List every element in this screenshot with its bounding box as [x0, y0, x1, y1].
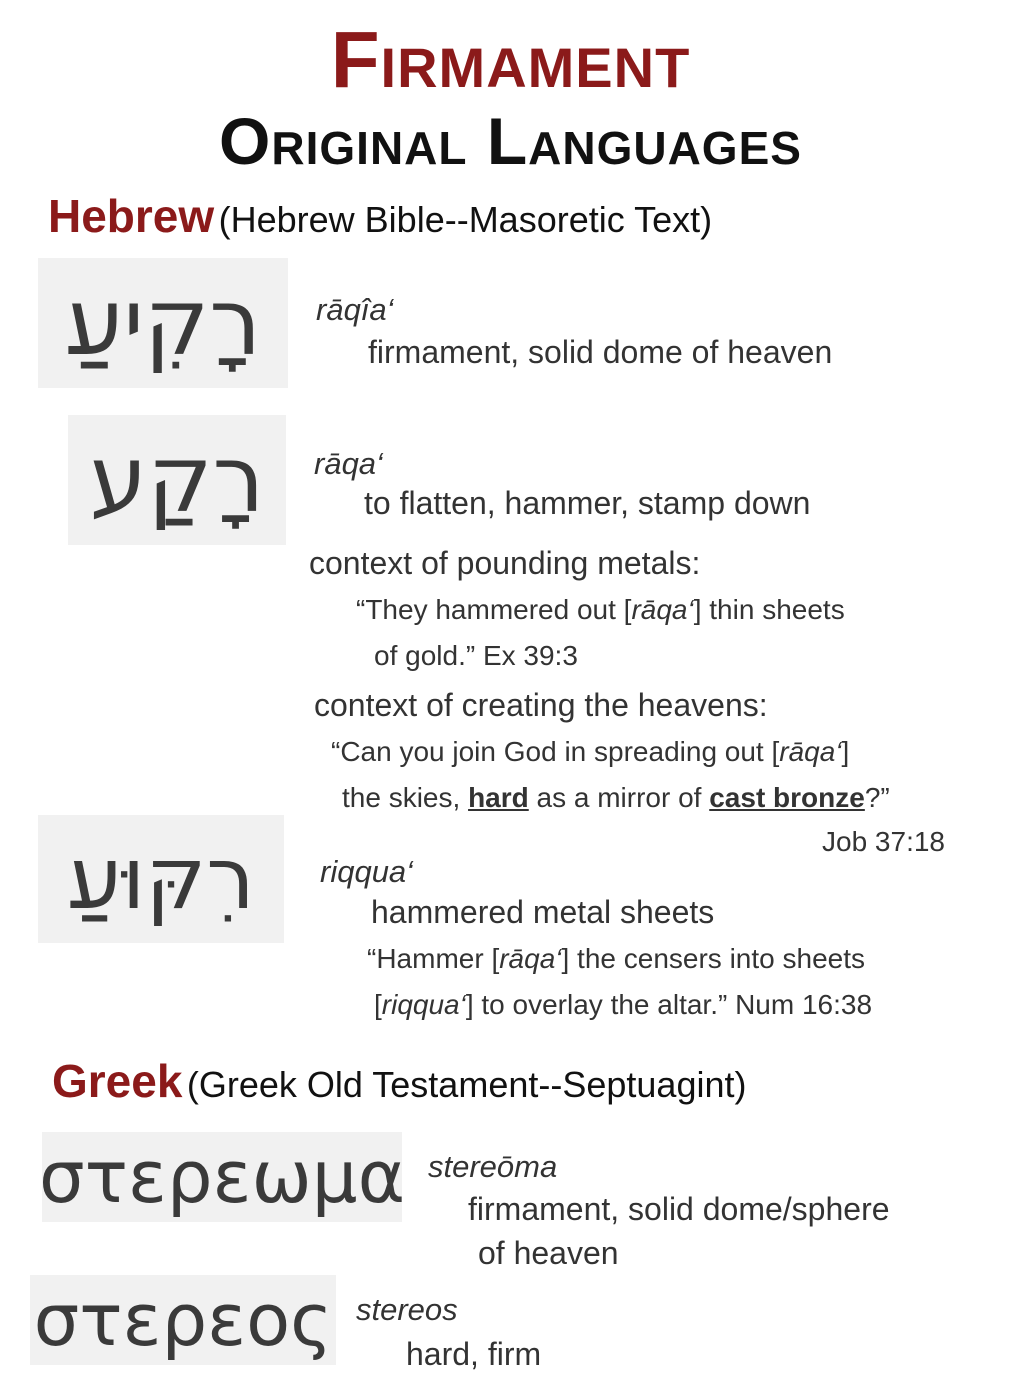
- hebrew-heading: [48, 190, 713, 242]
- quote-num-16-38-line1: [367, 945, 865, 973]
- emphasis-hard: hard: [468, 782, 529, 813]
- hebrew-label: Hebrew: [48, 190, 215, 242]
- quote-term: riqqua‘: [381, 989, 466, 1020]
- quote-text: ] the censers into sheets: [561, 943, 866, 974]
- hebrew-source: (Hebrew Bible--Masoretic Text): [218, 199, 713, 240]
- translit-riqqua: riqqua‘: [320, 854, 414, 889]
- quote-job-37-18-line1: [331, 738, 849, 766]
- meaning-raqia: firmament, solid dome of heaven: [368, 334, 833, 370]
- translit-stereoma: stereōma: [428, 1149, 558, 1184]
- context-creating-heavens: context of creating the heavens:: [314, 687, 768, 723]
- quote-text: as a mirror of: [528, 782, 710, 813]
- quote-job-37-18-line2: [342, 784, 890, 812]
- translit-stereos: stereos: [356, 1292, 458, 1327]
- quote-text: “Can you join God in spreading out [: [331, 736, 780, 767]
- quote-ex-39-3-line2: of gold.” Ex 39:3: [374, 640, 578, 671]
- quote-text: “They hammered out [: [356, 594, 632, 625]
- meaning-stereoma-line2: of heaven: [478, 1235, 619, 1271]
- quote-text: ]: [841, 736, 850, 767]
- quote-term: rāqa‘: [631, 594, 694, 625]
- reference-job-37-18: Job 37:18: [822, 826, 945, 857]
- quote-text: ?”: [864, 782, 890, 813]
- hebrew-word-raqia: רָקִיעַ: [38, 258, 288, 388]
- translit-raqa: rāqa‘: [314, 446, 383, 481]
- quote-term: rāqa‘: [499, 943, 562, 974]
- quote-num-16-38-line2: [374, 991, 872, 1019]
- meaning-raqa: to flatten, hammer, stamp down: [364, 485, 811, 521]
- greek-heading: [52, 1055, 747, 1107]
- quote-term: rāqa‘: [779, 736, 842, 767]
- hebrew-word-riqqua: רִקּוּעַ: [38, 815, 284, 943]
- page-title: Firmament: [330, 15, 691, 104]
- quote-text: “Hammer [: [367, 943, 500, 974]
- context-pounding-metals: context of pounding metals:: [309, 545, 701, 581]
- greek-source: (Greek Old Testament--Septuagint): [186, 1064, 747, 1105]
- quote-text: ] to overlay the altar.” Num 16:38: [465, 989, 873, 1020]
- meaning-riqqua: hammered metal sheets: [371, 894, 715, 930]
- translit-raqia: rāqîa‘: [316, 292, 394, 327]
- meaning-stereoma-line1: firmament, solid dome/sphere: [468, 1191, 890, 1227]
- quote-text: the skies,: [342, 782, 469, 813]
- hebrew-word-raqa: רָקַע: [68, 415, 286, 545]
- greek-word-stereoma: στερεωμα: [42, 1132, 402, 1222]
- greek-label: Greek: [52, 1055, 183, 1107]
- quote-text: [: [374, 989, 382, 1020]
- quote-text: ] thin sheets: [693, 594, 845, 625]
- page-subtitle: Original Languages: [219, 104, 802, 178]
- meaning-stereos: hard, firm: [406, 1336, 542, 1372]
- greek-word-stereos: στερεος: [30, 1275, 336, 1365]
- quote-ex-39-3-line1: [356, 596, 845, 624]
- emphasis-cast-bronze: cast bronze: [709, 782, 865, 813]
